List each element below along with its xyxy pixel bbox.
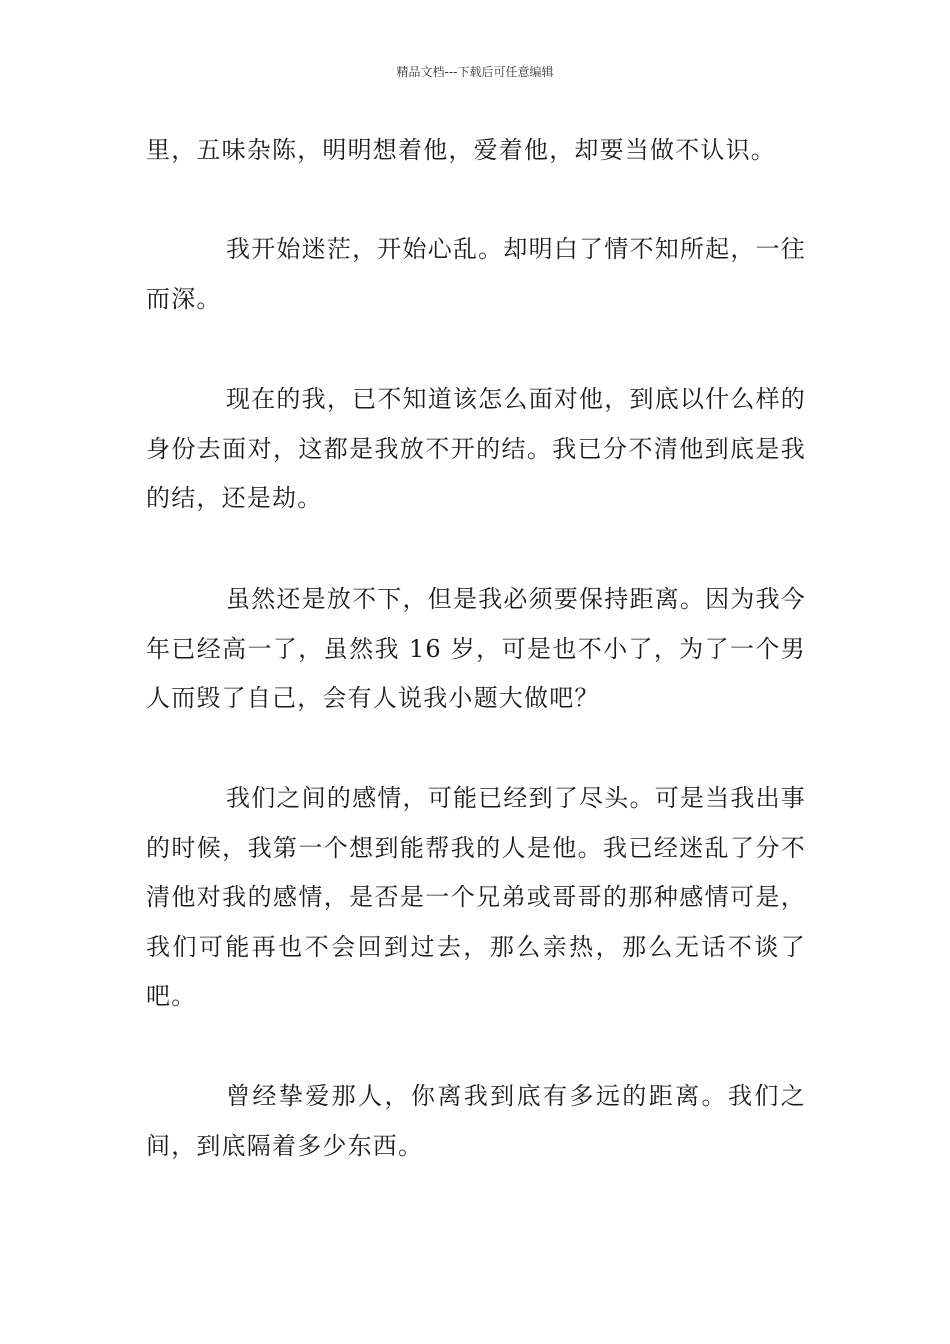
paragraph-2: 我开始迷茫，开始心乱。却明白了情不知所起，一往而深。 bbox=[146, 235, 806, 313]
paragraph-1: 里，五味杂陈，明明想着他，爱着他，却要当做不认识。 bbox=[146, 136, 776, 164]
paragraph-3: 现在的我，已不知道该怎么面对他，到底以什么样的身份去面对，这都是我放不开的结。我已分不清他到底是我的结，还是劫。 bbox=[146, 385, 806, 512]
paragraph-5: 我们之间的感情，可能已经到了尽头。可是当我出事的时候，我第一个想到能帮我的人是他。我已经迷乱了分不清他对我的感情，是否是一个兄弟或哥哥的那种感情可是，我们可能再也不会回到过去，那么亲热，那么无话不谈了吧。 bbox=[146, 784, 806, 1010]
paragraph-6: 曾经挚爱那人，你离我到底有多远的距离。我们之间，到底隔着多少东西。 bbox=[146, 1082, 806, 1160]
paragraph-4: 虽然还是放不下，但是我必须要保持距离。因为我今年已经高一了，虽然我 16 岁，可是也不小了，为了一个男人而毁了自己，会有人说我小题大做吧？ bbox=[146, 585, 806, 712]
page-header: 精品文档---下载后可任意编辑 bbox=[396, 65, 554, 79]
